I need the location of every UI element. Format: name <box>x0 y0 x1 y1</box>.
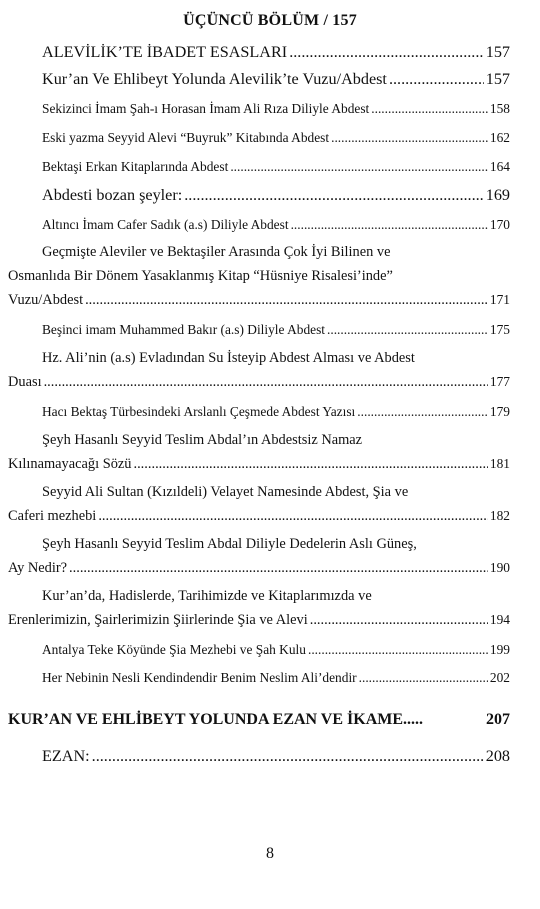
toc-title-line: Vuzu/Abdest <box>8 292 84 308</box>
toc-title: Antalya Teke Köyünde Şia Mezhebi ve Şah Kulu <box>42 642 306 657</box>
toc-entry[interactable] <box>8 428 510 476</box>
toc-leader <box>331 126 488 149</box>
toc-entry[interactable] <box>8 97 510 120</box>
toc-page: 175 <box>489 322 510 337</box>
toc-page: 179 <box>489 404 510 419</box>
toc-leader <box>359 666 488 690</box>
toc-entry[interactable] <box>8 744 510 768</box>
toc-page: 177 <box>489 374 510 389</box>
page-number: 8 <box>266 845 274 862</box>
toc-entry[interactable] <box>8 183 510 207</box>
toc-title: Hacı Bektaş Türbesindeki Arslanlı Çeşmede Abdest Yazısı <box>42 404 356 419</box>
toc-title-line: Seyyid Ali Sultan (Kızıldeli) Velayet Namesinde Abdest, Şia ve <box>42 484 409 500</box>
toc-leader <box>310 608 488 632</box>
toc-page: 157 <box>485 70 510 88</box>
toc-title-line: Duası <box>8 374 42 390</box>
toc-page: 162 <box>489 130 510 145</box>
toc-entry[interactable] <box>8 638 510 662</box>
toc-page: 164 <box>489 159 510 174</box>
toc-entry[interactable] <box>8 400 510 424</box>
toc-entry[interactable] <box>8 67 510 91</box>
toc-leader <box>357 400 488 424</box>
toc-entry[interactable] <box>8 666 510 690</box>
page-header: ÜÇÜNCÜ BÖLÜM / 157 <box>183 12 357 29</box>
toc-entry[interactable] <box>8 318 510 342</box>
toc-title-line: Kılınamayacağı Sözü <box>8 456 132 472</box>
toc-title-line: Şeyh Hasanlı Seyyid Teslim Abdal’ın Abdestsiz Namaz <box>42 432 363 448</box>
toc-title: KUR’AN VE EHLİBEYT YOLUNDA EZAN VE İKAME..... <box>8 711 424 728</box>
toc-leader <box>98 504 488 528</box>
toc-page: 171 <box>489 292 510 307</box>
toc-title-line: Caferi mezhebi <box>8 508 97 524</box>
table-of-contents <box>0 41 540 768</box>
toc-entry[interactable] <box>8 41 510 63</box>
toc-page: 199 <box>489 642 510 657</box>
toc-title: Bektaşi Erkan Kitaplarında Abdest <box>42 159 229 174</box>
toc-entry[interactable] <box>8 346 510 394</box>
toc-title: Eski yazma Seyyid Alevi “Buyruk” Kitabında Abdest <box>42 130 330 145</box>
toc-title-line: Hz. Ali’nin (a.s) Evladından Su İsteyip Abdest Alması ve Abdest <box>42 350 415 366</box>
toc-title-line: Osmanlıda Bir Dönem Yasaklanmış Kitap “Hüsniye Risalesi’inde” <box>8 268 393 284</box>
toc-leader <box>69 556 488 580</box>
toc-title: Altıncı İmam Cafer Sadık (a.s) Diliyle Abdest <box>42 217 289 232</box>
toc-title: EZAN: <box>42 747 90 765</box>
toc-leader <box>184 183 483 207</box>
toc-title: Beşinci imam Muhammed Bakır (a.s) Diliyle Abdest <box>42 322 326 337</box>
toc-title-line: Kur’an’da, Hadislerde, Tarihimizde ve Kitaplarımızda ve <box>42 588 372 604</box>
toc-title: Abdesti bozan şeyler: <box>42 186 183 204</box>
toc-page: 169 <box>485 186 510 204</box>
toc-page: 157 <box>485 43 510 61</box>
toc-entry[interactable] <box>8 155 510 178</box>
toc-leader <box>230 155 488 178</box>
toc-page: 182 <box>489 508 510 523</box>
toc-page: 208 <box>485 747 510 765</box>
toc-entry[interactable] <box>8 584 510 632</box>
toc-entry[interactable] <box>8 532 510 580</box>
toc-title: Her Nebinin Nesli Kendindendir Benim Neslim Ali’dendir <box>42 670 357 685</box>
toc-leader <box>289 41 484 63</box>
toc-entry[interactable] <box>8 240 510 312</box>
toc-page: 194 <box>489 612 510 627</box>
toc-title-line: Şeyh Hasanlı Seyyid Teslim Abdal Diliyle Dedelerin Aslı Güneş, <box>42 536 417 552</box>
toc-leader <box>327 318 488 342</box>
toc-leader <box>133 452 487 476</box>
toc-page: 190 <box>489 560 510 575</box>
toc-title-line: Ay Nedir? <box>8 560 68 576</box>
toc-leader <box>389 67 484 91</box>
toc-title-line: Geçmişte Aleviler ve Bektaşiler Arasında Çok İyi Bilinen ve <box>42 244 391 260</box>
toc-leader <box>92 744 484 768</box>
toc-entry[interactable] <box>8 213 510 236</box>
toc-leader <box>291 213 488 236</box>
toc-leader <box>44 370 488 394</box>
toc-page: 170 <box>489 217 510 232</box>
toc-leader <box>371 97 488 120</box>
toc-title: ALEVİLİK’TE İBADET ESASLARI <box>42 43 288 61</box>
toc-entry[interactable] <box>8 480 510 528</box>
toc-entry[interactable] <box>8 126 510 149</box>
toc-title-line: Erenlerimizin, Şairlerimizin Şiirlerinde Şia ve Alevi <box>8 612 308 628</box>
toc-leader <box>85 288 488 312</box>
toc-page: 158 <box>489 101 510 116</box>
toc-leader <box>308 638 488 662</box>
toc-entry[interactable] <box>8 708 510 732</box>
toc-page: 181 <box>489 456 510 471</box>
toc-page: 202 <box>489 670 510 685</box>
toc-title: Sekizinci İmam Şah-ı Horasan İmam Ali Rıza Diliyle Abdest <box>42 101 370 116</box>
toc-title: Kur’an Ve Ehlibeyt Yolunda Alevilik’te Vuzu/Abdest <box>42 70 387 88</box>
toc-page: 207 <box>486 711 510 728</box>
